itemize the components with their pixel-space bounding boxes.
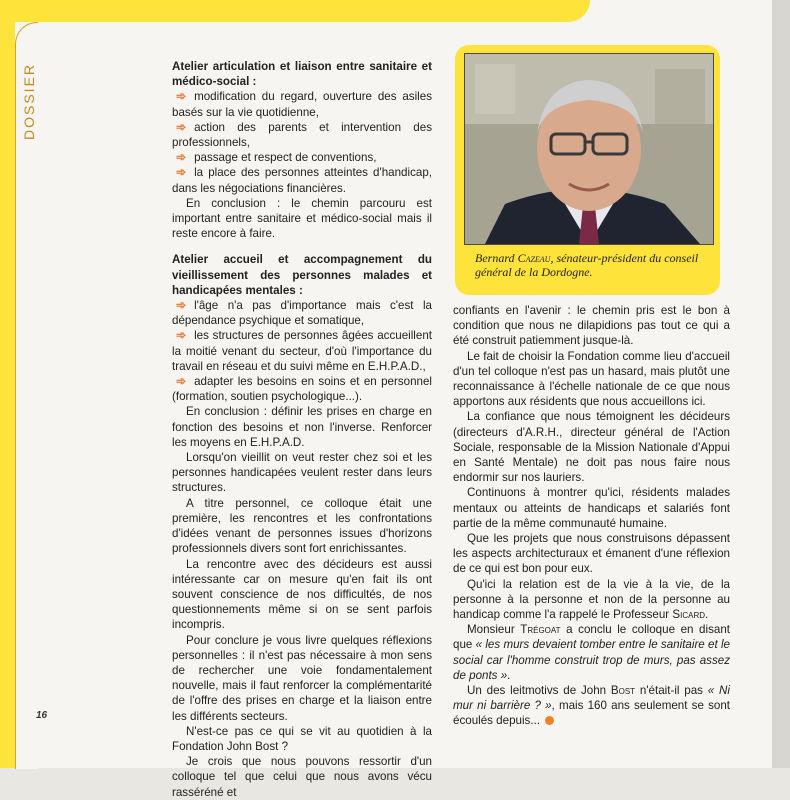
paragraph-monsieur: Monsieur Trégoat a conclu le colloque en disant que « les murs devaient tomber entre le sanitaire et le social car l'homme construit trop de murs, pas assez de ponts ».	[453, 623, 730, 682]
portrait-photo	[464, 53, 714, 245]
paragraph-rencontre: La rencontre avec des décideurs est aussi intéressante car on mesure qu'en fait ils ont souvent conscience de nos difficultés, de nos questionnements même si on se sent parfois incompris.	[172, 557, 432, 632]
right-text-column	[453, 303, 730, 729]
atelier-1-item: ➾ action des parents et intervention des professionnels,	[172, 119, 432, 150]
atelier-1-heading: Atelier articulation et liaison entre sanitaire et médico-social :	[172, 60, 432, 89]
atelier-2-item: ➾ l'âge n'a pas d'importance mais c'est la dépendance psychique et somatique,	[172, 298, 432, 328]
paragraph-continuons: Continuons à montrer qu'ici, résidents malades mentaux ou atteints de handicaps et salariés font partie de la même communauté humaine.	[453, 486, 730, 530]
page-number: 16	[36, 710, 48, 721]
photo-frame	[455, 45, 720, 295]
paragraph-crois: Je crois que nous pouvons ressortir d'un colloque tel que celui que nous avons vécu rasséréné et	[172, 755, 432, 799]
paragraph-confiants: confiants en l'avenir : le chemin pris est le bon à condition que nous ne dilapidions pas tout ce qui a été construit patiemment jusque-là.	[453, 304, 730, 348]
arrow-bullet-icon: ➾	[176, 150, 187, 165]
arrow-bullet-icon: ➾	[176, 328, 187, 343]
paragraph-confiance: La confiance que nous témoignent les décideurs (directeurs d'A.R.H., directeur général de l'Action Sociale, responsable de la Mission Nationale d'Appui en Santé Mentale) ne doit pas nous faire nous endormir sur nos lauriers.	[453, 410, 730, 485]
top-color-band	[0, 0, 590, 22]
atelier-2-item: ➾ les structures de personnes âgées accueillent la moitié venant du secteur, d'où l'importance du travail en réseau et du suivi même en E.H.P.A.D.,	[172, 328, 432, 373]
paragraph-question: N'est-ce pas ce qui se vit au quotidien à la Fondation John Bost ?	[172, 724, 432, 753]
paragraph-conclure: Pour conclure je vous livre quelques réflexions personnelles : il n'est pas nécessaire à mon sens de rechercher une voie fondamentalement nouvelle, mais il faut renforcer la complémentarité de l'offre des prises en charge et la liaison entre les différents secteurs.	[172, 633, 432, 723]
paragraph-projets: Que les projets que nous construisons dépassent les aspects architecturaux et émanent d'une réflexion de ce qui est bon pour eux.	[453, 532, 730, 576]
arrow-bullet-icon: ➾	[176, 89, 187, 104]
arrow-bullet-icon: ➾	[176, 298, 187, 313]
arrow-bullet-icon: ➾	[176, 374, 187, 389]
page-spine-edge	[772, 0, 790, 768]
atelier-1-item: ➾ modification du regard, ouverture des asiles basés sur la vie quotidienne,	[172, 89, 432, 119]
left-color-band	[0, 0, 15, 768]
atelier-2-heading: Atelier accueil et accompagnement du vieillissement des personnes malades et handicapées mentales :	[172, 253, 432, 297]
paragraph-vieillit: Lorsqu'on vieillit on veut rester chez soi et les personnes handicapées veulent rester dans leurs structures.	[172, 451, 432, 495]
atelier-2-item: ➾ adapter les besoins en soins et en personnel (formation, soutien psychologique...).	[172, 374, 432, 404]
atelier-1-item: ➾ passage et respect de conventions,	[176, 150, 377, 165]
section-label	[19, 104, 39, 140]
arrow-bullet-icon: ➾	[176, 119, 187, 134]
paragraph-leitmotiv: Un des leitmotivs de John Bost n'était-il pas « Ni mur ni barrière ? », mais 160 ans seulement se sont écoulés depuis...	[453, 684, 730, 728]
atelier-1-conclusion: En conclusion : le chemin parcouru est important entre sanitaire et médico-social mais il reste encore à faire.	[172, 196, 432, 241]
paragraph-titre-personnel: A titre personnel, ce colloque était une première, les rencontres et les confrontations d'idées venant de personnes issues d'horizons professionnels divers sont fort enrichissantes.	[172, 496, 432, 556]
photo-caption: Bernard Cazeau, sénateur-président du conseil général de la Dordogne.	[475, 251, 699, 279]
paragraph-choisir: Le fait de choisir la Fondation comme lieu d'accueil d'un tel colloque n'est pas un hasard, mais plutôt une reconnaissance à l'échelle nationale de ce que nous apportons aux résidents que nous accueillons ici.	[453, 349, 730, 409]
atelier-1-item: ➾ la place des personnes atteintes d'handicap, dans les négociations financières.	[172, 165, 432, 195]
atelier-2-conclusion: En conclusion : définir les prises en charge en fonction des besoins et non l'inverse. Renforcer les moyens en E.H.P.A.D.	[172, 405, 432, 449]
end-dot-icon	[545, 716, 554, 725]
arrow-bullet-icon: ➾	[176, 165, 187, 180]
portrait-illustration	[465, 54, 713, 244]
paragraph-relation: Qu'ici la relation est de la vie à la vie, de la personne à la personne et non de la personne au handicap comme l'a rappelé le Professeur Sicard.	[453, 577, 730, 622]
left-text-column	[172, 59, 432, 800]
